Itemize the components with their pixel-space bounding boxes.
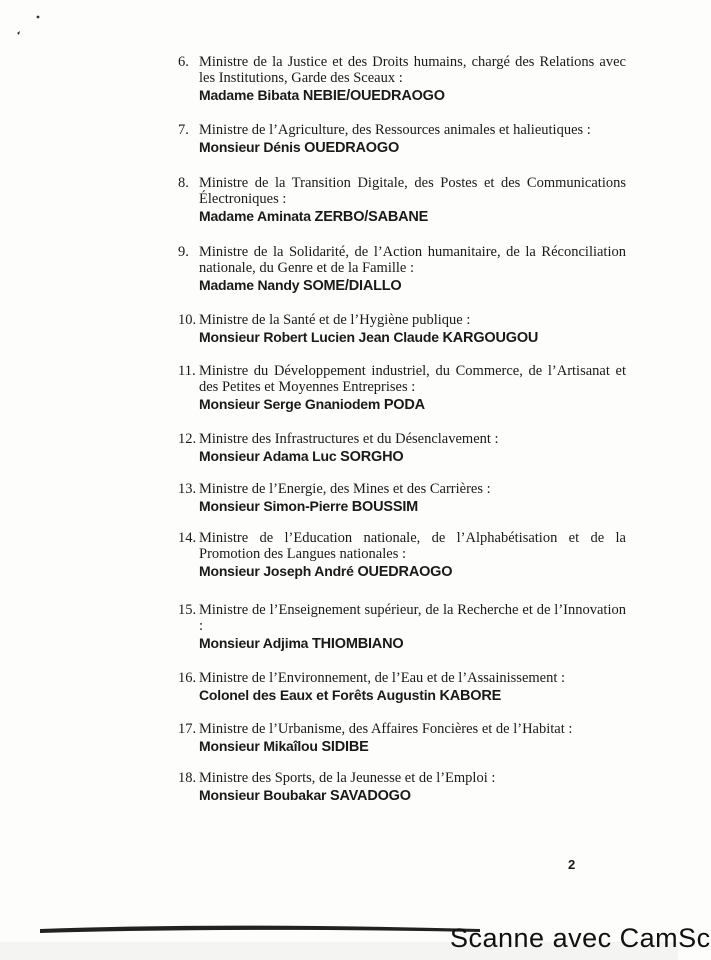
minister-name <box>199 87 626 105</box>
speck-mark <box>17 31 20 35</box>
minister-entry-9 <box>178 244 626 295</box>
minister-entry-13 <box>178 481 626 516</box>
page-number: 2 <box>568 857 576 872</box>
ministry-title: Ministre de l’Energie, des Mines et des Carrières : <box>199 481 491 497</box>
ministry-title: Ministre des Sports, de la Jeunesse et de l’Emploi : <box>199 770 496 786</box>
ministry-title: Ministre de la Justice et des Droits humains, chargé des Relations avec les Institutions, Garde des Sceaux : <box>199 54 626 86</box>
minister-surname: ZERBO/SABANE <box>314 209 429 225</box>
ministry-title: Ministre de l’Education nationale, de l’Alphabétisation et de la Promotion des Langues nationales : <box>199 530 626 562</box>
minister-surname: THIOMBIANO <box>311 636 404 652</box>
entry-number: 14. <box>178 530 197 546</box>
minister-given-name: Madame Aminata <box>199 208 311 224</box>
minister-surname: BOUSSIM <box>351 499 419 515</box>
entry-number: 16. <box>178 670 197 686</box>
ministry-title: Ministre de l’Enseignement supérieur, de la Recherche et de l’Innovation : <box>199 602 626 634</box>
ministry-title: Ministre des Infrastructures et du Désenclavement : <box>199 431 499 447</box>
minister-name <box>199 635 626 653</box>
minister-given-name: Colonel des Eaux et Forêts Augustin <box>199 687 436 703</box>
entry-number: 12. <box>178 431 197 447</box>
minister-entry-12 <box>178 431 626 466</box>
minister-surname: NEBIE/OUEDRAOGO <box>302 88 445 104</box>
minister-surname: OUEDRAOGO <box>357 564 453 580</box>
minister-name <box>199 396 626 414</box>
minister-given-name: Monsieur Serge Gnaniodem <box>199 396 381 412</box>
minister-entry-7 <box>178 122 626 157</box>
ministry-title: Ministre de la Solidarité, de l’Action humanitaire, de la Réconciliation nationale, du Genre et de la Famille : <box>199 244 626 276</box>
ministry-title: Ministre de l’Environnement, de l’Eau et de l’Assainissement : <box>199 670 566 686</box>
minister-entry-14 <box>178 530 626 581</box>
entry-number: 9. <box>178 244 189 260</box>
minister-surname: SAVADOGO <box>330 788 411 804</box>
minister-given-name: Monsieur Robert Lucien Jean Claude <box>199 329 439 345</box>
minister-entry-18 <box>178 770 626 805</box>
minister-name <box>199 208 626 226</box>
minister-name <box>199 329 626 347</box>
ministry-title: Ministre de la Santé et de l’Hygiène publique : <box>199 312 471 328</box>
entry-number: 6. <box>178 54 189 70</box>
minister-surname: SIDIBE <box>321 739 369 755</box>
minister-entry-8 <box>178 175 626 226</box>
minister-surname: KABORE <box>439 688 502 704</box>
minister-given-name: Monsieur Boubakar <box>199 787 327 803</box>
minister-name <box>199 738 626 756</box>
scan-edge-shadow <box>40 926 480 933</box>
entry-number: 8. <box>178 175 189 191</box>
minister-entry-6 <box>178 54 626 105</box>
minister-surname: KARGOUGOU <box>442 330 539 346</box>
minister-entry-15 <box>178 602 626 653</box>
ministry-title: Ministre du Développement industriel, du Commerce, de l’Artisanat et des Petites et Moyennes Entreprises : <box>199 363 626 395</box>
minister-name <box>199 563 626 581</box>
entry-number: 13. <box>178 481 197 497</box>
minister-entry-17 <box>178 721 626 756</box>
entry-number: 10. <box>178 312 197 328</box>
minister-entry-11 <box>178 363 626 414</box>
minister-name <box>199 277 626 295</box>
minister-given-name: Monsieur Dénis <box>199 139 301 155</box>
minister-given-name: Monsieur Mikaîlou <box>199 738 318 754</box>
minister-given-name: Monsieur Adjima <box>199 635 309 651</box>
minister-name <box>199 687 626 705</box>
minister-surname: OUEDRAOGO <box>304 140 400 156</box>
minister-entry-10 <box>178 312 626 347</box>
minister-surname: PODA <box>383 397 425 413</box>
entry-number: 18. <box>178 770 197 786</box>
minister-name <box>199 448 626 466</box>
speck-dot <box>37 16 40 19</box>
minister-name <box>199 139 626 157</box>
minister-given-name: Madame Nandy <box>199 277 300 293</box>
minister-given-name: Monsieur Joseph André <box>199 563 354 579</box>
entry-number: 15. <box>178 602 197 618</box>
minister-name <box>199 498 626 516</box>
ministry-title: Ministre de l’Agriculture, des Ressources animales et halieutiques : <box>199 122 591 138</box>
scanner-watermark: Scanne avec CamSc <box>450 923 711 953</box>
minister-entry-16 <box>178 670 626 705</box>
entry-number: 11. <box>178 363 196 379</box>
minister-surname: SORGHO <box>340 449 404 465</box>
ministry-title: Ministre de la Transition Digitale, des Postes et des Communications Électroniques : <box>199 175 626 207</box>
minister-given-name: Monsieur Adama Luc <box>199 448 337 464</box>
minister-name <box>199 787 626 805</box>
minister-given-name: Monsieur Simon-Pierre <box>199 498 349 514</box>
minister-surname: SOME/DIALLO <box>303 278 402 294</box>
entry-number: 17. <box>178 721 197 737</box>
ministry-title: Ministre de l’Urbanisme, des Affaires Foncières et de l’Habitat : <box>199 721 573 737</box>
entry-number: 7. <box>178 122 189 138</box>
minister-given-name: Madame Bibata <box>199 87 300 103</box>
